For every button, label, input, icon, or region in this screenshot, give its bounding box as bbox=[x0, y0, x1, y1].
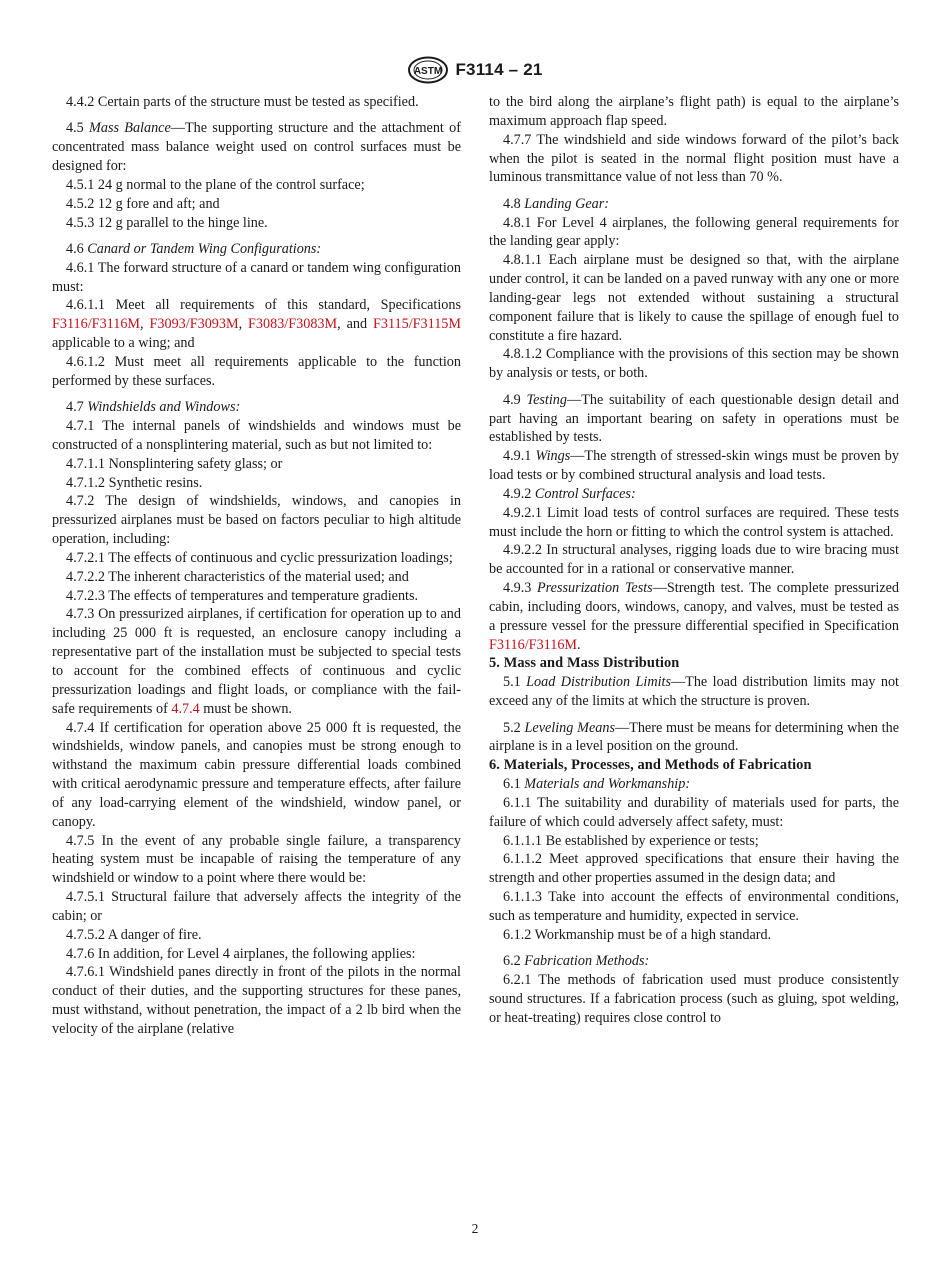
text-run: 4.7.3 On pressurized airplanes, if certification for operation up to and including 25 000 ft is requested, an enclosure canopy including a representative part of the installation must be subjected to special tests to account for the combined effects of continuous and cyclic pressurization loadings and flight loads, or compliance with the fail-safe requirements of bbox=[52, 606, 461, 717]
text-run: 4.9.2.1 Limit load tests of control surfaces are required. These tests must include the horn or fitting to which the control system is attached. bbox=[489, 504, 899, 540]
text-run: 4.6.1.2 Must meet all requirements applicable to the function performed by these surfaces. bbox=[52, 353, 461, 389]
text-run: 4.7.5.2 A danger of fire. bbox=[66, 926, 202, 943]
text-run: , and bbox=[337, 316, 373, 333]
text-run: to the bird along the airplane’s flight path) is equal to the airplane’s maximum approach flap speed. bbox=[489, 94, 899, 129]
paragraph bbox=[489, 93, 899, 131]
cross-reference-link[interactable]: 4.7.4 bbox=[171, 700, 200, 717]
paragraph bbox=[489, 251, 899, 345]
text-run: applicable to a wing; and bbox=[52, 335, 195, 352]
cross-reference-link[interactable]: F3116/F3116M bbox=[489, 636, 578, 653]
right-column bbox=[489, 93, 899, 1028]
text-run: —The supporting structure and the attachment of concentrated mass balance weight used on control surfaces must be designed for: bbox=[52, 120, 461, 175]
text-run: , bbox=[140, 316, 150, 333]
text-run: 4.9.3 bbox=[503, 580, 537, 597]
text-run: 6.1 bbox=[503, 776, 525, 793]
astm-logo-icon bbox=[407, 56, 449, 84]
text-run: 4.8 bbox=[503, 195, 525, 212]
text-run: 4.5.2 12 g fore and aft; and bbox=[66, 195, 220, 212]
paragraph bbox=[489, 447, 899, 485]
paragraph bbox=[489, 504, 899, 542]
paragraph bbox=[489, 926, 899, 945]
text-run: 6.1.1.1 Be established by experience or tests; bbox=[503, 832, 759, 849]
text-run: 4.7.2.2 The inherent characteristics of the material used; and bbox=[66, 568, 409, 585]
text-run: 4.7 bbox=[66, 399, 88, 416]
paragraph bbox=[489, 214, 899, 252]
paragraph bbox=[489, 391, 899, 448]
paragraph bbox=[52, 296, 461, 353]
italic-title: Materials and Workmanship: bbox=[524, 776, 691, 793]
text-run: —Strength test. The complete pressurized cabin, including doors, windows, canopy, and valves, must be tested as a pressure vessel for the pressure differential specified in Specification bbox=[489, 580, 900, 634]
italic-title: Leveling Means bbox=[524, 719, 615, 736]
text-run: 4.5.1 24 g normal to the plane of the control surface; bbox=[66, 176, 365, 193]
page-header bbox=[0, 56, 950, 84]
text-run: 4.7.5.1 Structural failure that adversely affects the integrity of the cabin; or bbox=[52, 889, 461, 924]
left-column bbox=[52, 93, 461, 1039]
text-run: 6.2.1 The methods of fabrication used must produce consistently sound structures. If a fabrication process (such as gluing, spot welding, or heat-treating) requires close control to bbox=[489, 971, 899, 1026]
italic-title: Windshields and Windows: bbox=[87, 399, 241, 416]
text-run: 4.7.2.1 The effects of continuous and cyclic pressurization loadings; bbox=[66, 549, 453, 566]
text-run: 4.7.1.2 Synthetic resins. bbox=[66, 474, 203, 491]
paragraph bbox=[489, 719, 899, 757]
paragraph bbox=[52, 353, 461, 391]
paragraph bbox=[489, 541, 899, 579]
text-run: 4.8.1 For Level 4 airplanes, the following general requirements for the landing gear apply: bbox=[489, 214, 899, 250]
text-run: 5. Mass and Mass Distribution bbox=[489, 655, 680, 672]
paragraph bbox=[52, 417, 461, 455]
paragraph bbox=[52, 492, 461, 549]
paragraph bbox=[489, 579, 899, 654]
text-run: —The strength of stressed-skin wings must be proven by load tests or by combined structural analysis and load tests. bbox=[489, 448, 899, 484]
paragraph bbox=[52, 119, 461, 176]
paragraph bbox=[489, 131, 899, 188]
paragraph bbox=[52, 605, 461, 718]
text-run: 4.6.1.1 Meet all requirements of this standard, Specifications bbox=[66, 297, 461, 314]
text-run: 6. Materials, Processes, and Methods of Fabrication bbox=[489, 757, 812, 774]
text-run: 6.1.2 Workmanship must be of a high standard. bbox=[503, 926, 772, 943]
paragraph bbox=[52, 93, 461, 112]
paragraph bbox=[52, 963, 461, 1038]
text-run: 4.7.2.3 The effects of temperatures and temperature gradients. bbox=[66, 587, 419, 604]
text-run: 4.7.5 In the event of any probable single failure, a transparency heating system must be incapable of raising the temperature of any windshield or window to a point where there would be: bbox=[52, 832, 461, 887]
italic-title: Control Surfaces: bbox=[534, 485, 636, 502]
cross-reference-link[interactable]: F3093/F3093M bbox=[149, 316, 239, 333]
paragraph bbox=[489, 345, 899, 383]
text-run: 4.8.1.1 Each airplane must be designed so that, with the airplane under control, it can be landed on a paved runway with any one or more landing-gear legs not extended without sustaining a structural component failure that is likely to cause the spillage of enough fuel to constitute a fire hazard. bbox=[489, 252, 899, 344]
text-run: 4.9.1 bbox=[503, 448, 536, 465]
standard-designation: F3114 – 21 bbox=[455, 60, 543, 79]
text-run: 4.7.6.1 Windshield panes directly in front of the pilots in the normal conduct of their duties, and the supporting structures for these panes, must withstand, without penetration, the impact of a 2 lb bird when the velocity of the airplane (relative bbox=[52, 964, 461, 1037]
paragraph bbox=[52, 398, 461, 417]
paragraph bbox=[52, 176, 461, 195]
italic-title: Canard or Tandem Wing Configurations: bbox=[87, 240, 322, 257]
text-run: 5.2 bbox=[503, 719, 525, 736]
text-run: 4.7.2 The design of windshields, windows, and canopies in pressurized airplanes must be based on factors peculiar to high altitude operation, including: bbox=[52, 493, 461, 548]
italic-title: Load Distribution Limits bbox=[526, 674, 671, 691]
paragraph bbox=[52, 549, 461, 568]
paragraph bbox=[52, 259, 461, 297]
text-run: 4.9 bbox=[503, 391, 527, 408]
italic-title: Wings bbox=[535, 448, 571, 465]
cross-reference-link[interactable]: F3115/F3115M bbox=[372, 316, 462, 333]
section-heading bbox=[489, 756, 899, 775]
text-run: 4.7.1 The internal panels of windshields and windows must be constructed of a nonsplintering material, such as but not limited to: bbox=[52, 418, 461, 453]
italic-title: Pressurization Tests bbox=[536, 580, 653, 597]
text-run: 5.1 bbox=[503, 674, 527, 691]
paragraph bbox=[489, 832, 899, 851]
text-run: —The load distribution limits may not exceed any of the limits at which the structure is proven. bbox=[489, 674, 899, 710]
paragraph bbox=[489, 485, 899, 504]
text-run: 4.7.1.1 Nonsplintering safety glass; or bbox=[66, 455, 283, 472]
text-run: . bbox=[577, 636, 581, 653]
paragraph bbox=[52, 195, 461, 214]
italic-title: Mass Balance bbox=[89, 120, 171, 137]
paragraph bbox=[489, 888, 899, 926]
page-number: 2 bbox=[471, 1221, 479, 1236]
paragraph bbox=[489, 952, 899, 971]
text-run: must be shown. bbox=[199, 700, 292, 717]
astm-logo-text: ASTM bbox=[414, 66, 443, 77]
paragraph bbox=[52, 474, 461, 493]
paragraph bbox=[52, 719, 461, 832]
paragraph bbox=[52, 587, 461, 606]
text-run: 6.1.1.2 Meet approved specifications that ensure their having the strength and other properties assumed in the design data; and bbox=[489, 851, 899, 887]
italic-title: Testing bbox=[526, 391, 567, 408]
paragraph bbox=[489, 775, 899, 794]
text-run: 4.7.6 In addition, for Level 4 airplanes, the following applies: bbox=[66, 945, 416, 962]
paragraph bbox=[489, 850, 899, 888]
section-heading bbox=[489, 654, 899, 673]
text-run: 4.9.2 bbox=[503, 485, 535, 502]
text-run: 6.1.1.3 Take into account the effects of environmental conditions, such as temperature and humidity, expected in service. bbox=[489, 889, 899, 924]
italic-title: Landing Gear: bbox=[524, 195, 610, 212]
paragraph bbox=[489, 794, 899, 832]
text-run: 4.4.2 Certain parts of the structure must be tested as specified. bbox=[66, 94, 419, 110]
text-run: 4.7.7 The windshield and side windows forward of the pilot’s back when the pilot is seated in the normal flight position must have a luminous transmittance value of not less than 70 %. bbox=[489, 131, 899, 186]
paragraph bbox=[52, 888, 461, 926]
paragraph bbox=[489, 195, 899, 214]
paragraph bbox=[52, 832, 461, 889]
text-run: 4.5 bbox=[66, 120, 90, 137]
text-run: 4.6 bbox=[66, 240, 88, 257]
paragraph bbox=[52, 214, 461, 233]
text-run: 4.5.3 12 g parallel to the hinge line. bbox=[66, 214, 268, 231]
paragraph bbox=[52, 568, 461, 587]
text-run: 6.1.1 The suitability and durability of materials used for parts, the failure of which could adversely affect safety, must: bbox=[489, 794, 899, 830]
text-run: 4.9.2.2 In structural analyses, rigging loads due to wire bracing must be accounted for in a rational or conservative manner. bbox=[489, 542, 899, 578]
cross-reference-link[interactable]: F3116/F3116M bbox=[52, 316, 141, 333]
paragraph bbox=[52, 455, 461, 474]
text-run: —The suitability of each questionable design detail and part having an important bearing on safety in operations must be established by tests. bbox=[489, 391, 899, 446]
cross-reference-link[interactable]: F3083/F3083M bbox=[248, 316, 338, 333]
paragraph bbox=[52, 926, 461, 945]
paragraph bbox=[489, 673, 899, 711]
paragraph bbox=[489, 971, 899, 1028]
paragraph bbox=[52, 240, 461, 259]
text-run: 4.7.4 If certification for operation above 25 000 ft is requested, the windshields, window panels, and canopies must be strong enough to withstand the maximum cabin pressure differential loads combined with critical aerodynamic pressure and temperature effects, after failure of any load-carrying element of the windshield, window panel, or canopy. bbox=[52, 719, 461, 830]
text-run: —There must be means for determining when the airplane is in a level position on the ground. bbox=[489, 719, 900, 755]
text-run: 4.8.1.2 Compliance with the provisions of this section may be shown by analysis or tests, or both. bbox=[489, 346, 899, 382]
paragraph bbox=[52, 945, 461, 964]
text-run: , bbox=[238, 316, 249, 333]
text-run: 4.6.1 The forward structure of a canard or tandem wing configuration must: bbox=[52, 259, 461, 295]
italic-title: Fabrication Methods: bbox=[524, 953, 650, 970]
text-run: 6.2 bbox=[503, 953, 525, 970]
